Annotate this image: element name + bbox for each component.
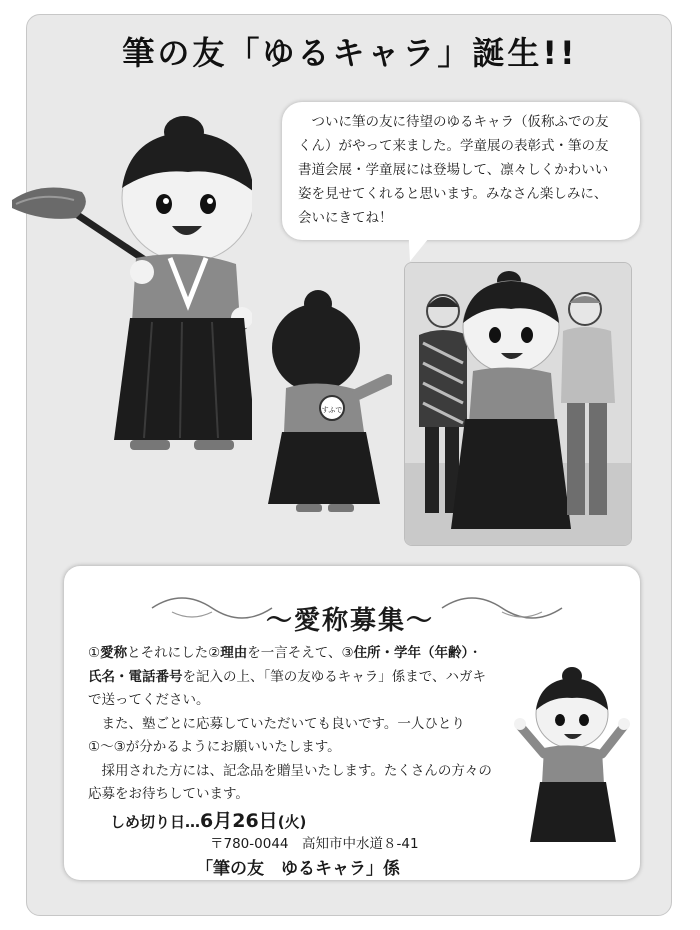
mascot-back-photo [262,286,392,518]
bubble-line: 書道会展・学童展には登場して、凛々しくかわいい [298,162,609,178]
recruit-text: とそれにした② [127,645,221,661]
page-title: 筆の友「ゆるキャラ」誕生!! [122,34,578,72]
recruit-text: ・ [468,645,482,661]
emphasis-nickname: 愛称 [100,645,128,661]
deadline-label: しめ切り日… [110,813,201,831]
bubble-line: ついに筆の友に待望のゆるキャラ（仮称ふでの友 [298,114,609,130]
mascot-brush-photo [12,108,252,458]
recruit-line-1 [88,642,532,666]
bubble-line: 姿を見せてくれると思います。みなさん楽しみに、 [298,186,608,202]
recruit-line-2 [88,666,532,690]
emphasis-name-phone: 氏名・電話番号 [88,668,183,685]
deadline [110,806,306,833]
deadline-day: (火) [277,813,307,831]
emphasis-address: 住所・学年（年齢） [353,645,469,661]
mascot-badge-text: すふで [321,406,343,414]
recruitment-body [88,642,532,807]
emphasis-reason: 理由 [220,645,248,661]
recruit-line: で送ってください。 [88,692,210,708]
bubble-line: くん）がやって来ました。学童展の表彰式・筆の友 [298,138,609,154]
recruit-line: また、塾ごとに応募していただいても良いです。一人ひとり [88,715,465,732]
speech-bubble [282,102,640,240]
group-photo [404,262,632,546]
item-number: ① [88,645,101,661]
recruitment-heading: 〜愛称募集〜 [265,606,434,636]
recipient-department: 「筆の友 ゆるキャラ」係 [196,859,400,879]
deadline-date: 6月26日 [200,810,278,832]
recruit-text: を一言そえて、③ [247,645,354,661]
recruit-line: ①〜③が分かるようにお願いいたします。 [88,739,341,755]
recruit-line: 採用された方には、記念品を贈呈いたします。たくさんの方々の [88,762,492,779]
recruit-line: 応募をお待ちしています。 [88,786,249,802]
mascot-small-photo [514,666,630,850]
bubble-line: 会いにきてね！ [298,210,393,226]
mailing-address: 〒780-0044 高知市中水道８-41 [210,836,419,852]
recruit-text: を記入の上、「筆の友ゆるキャラ」係まで、ハガキ [182,668,486,685]
